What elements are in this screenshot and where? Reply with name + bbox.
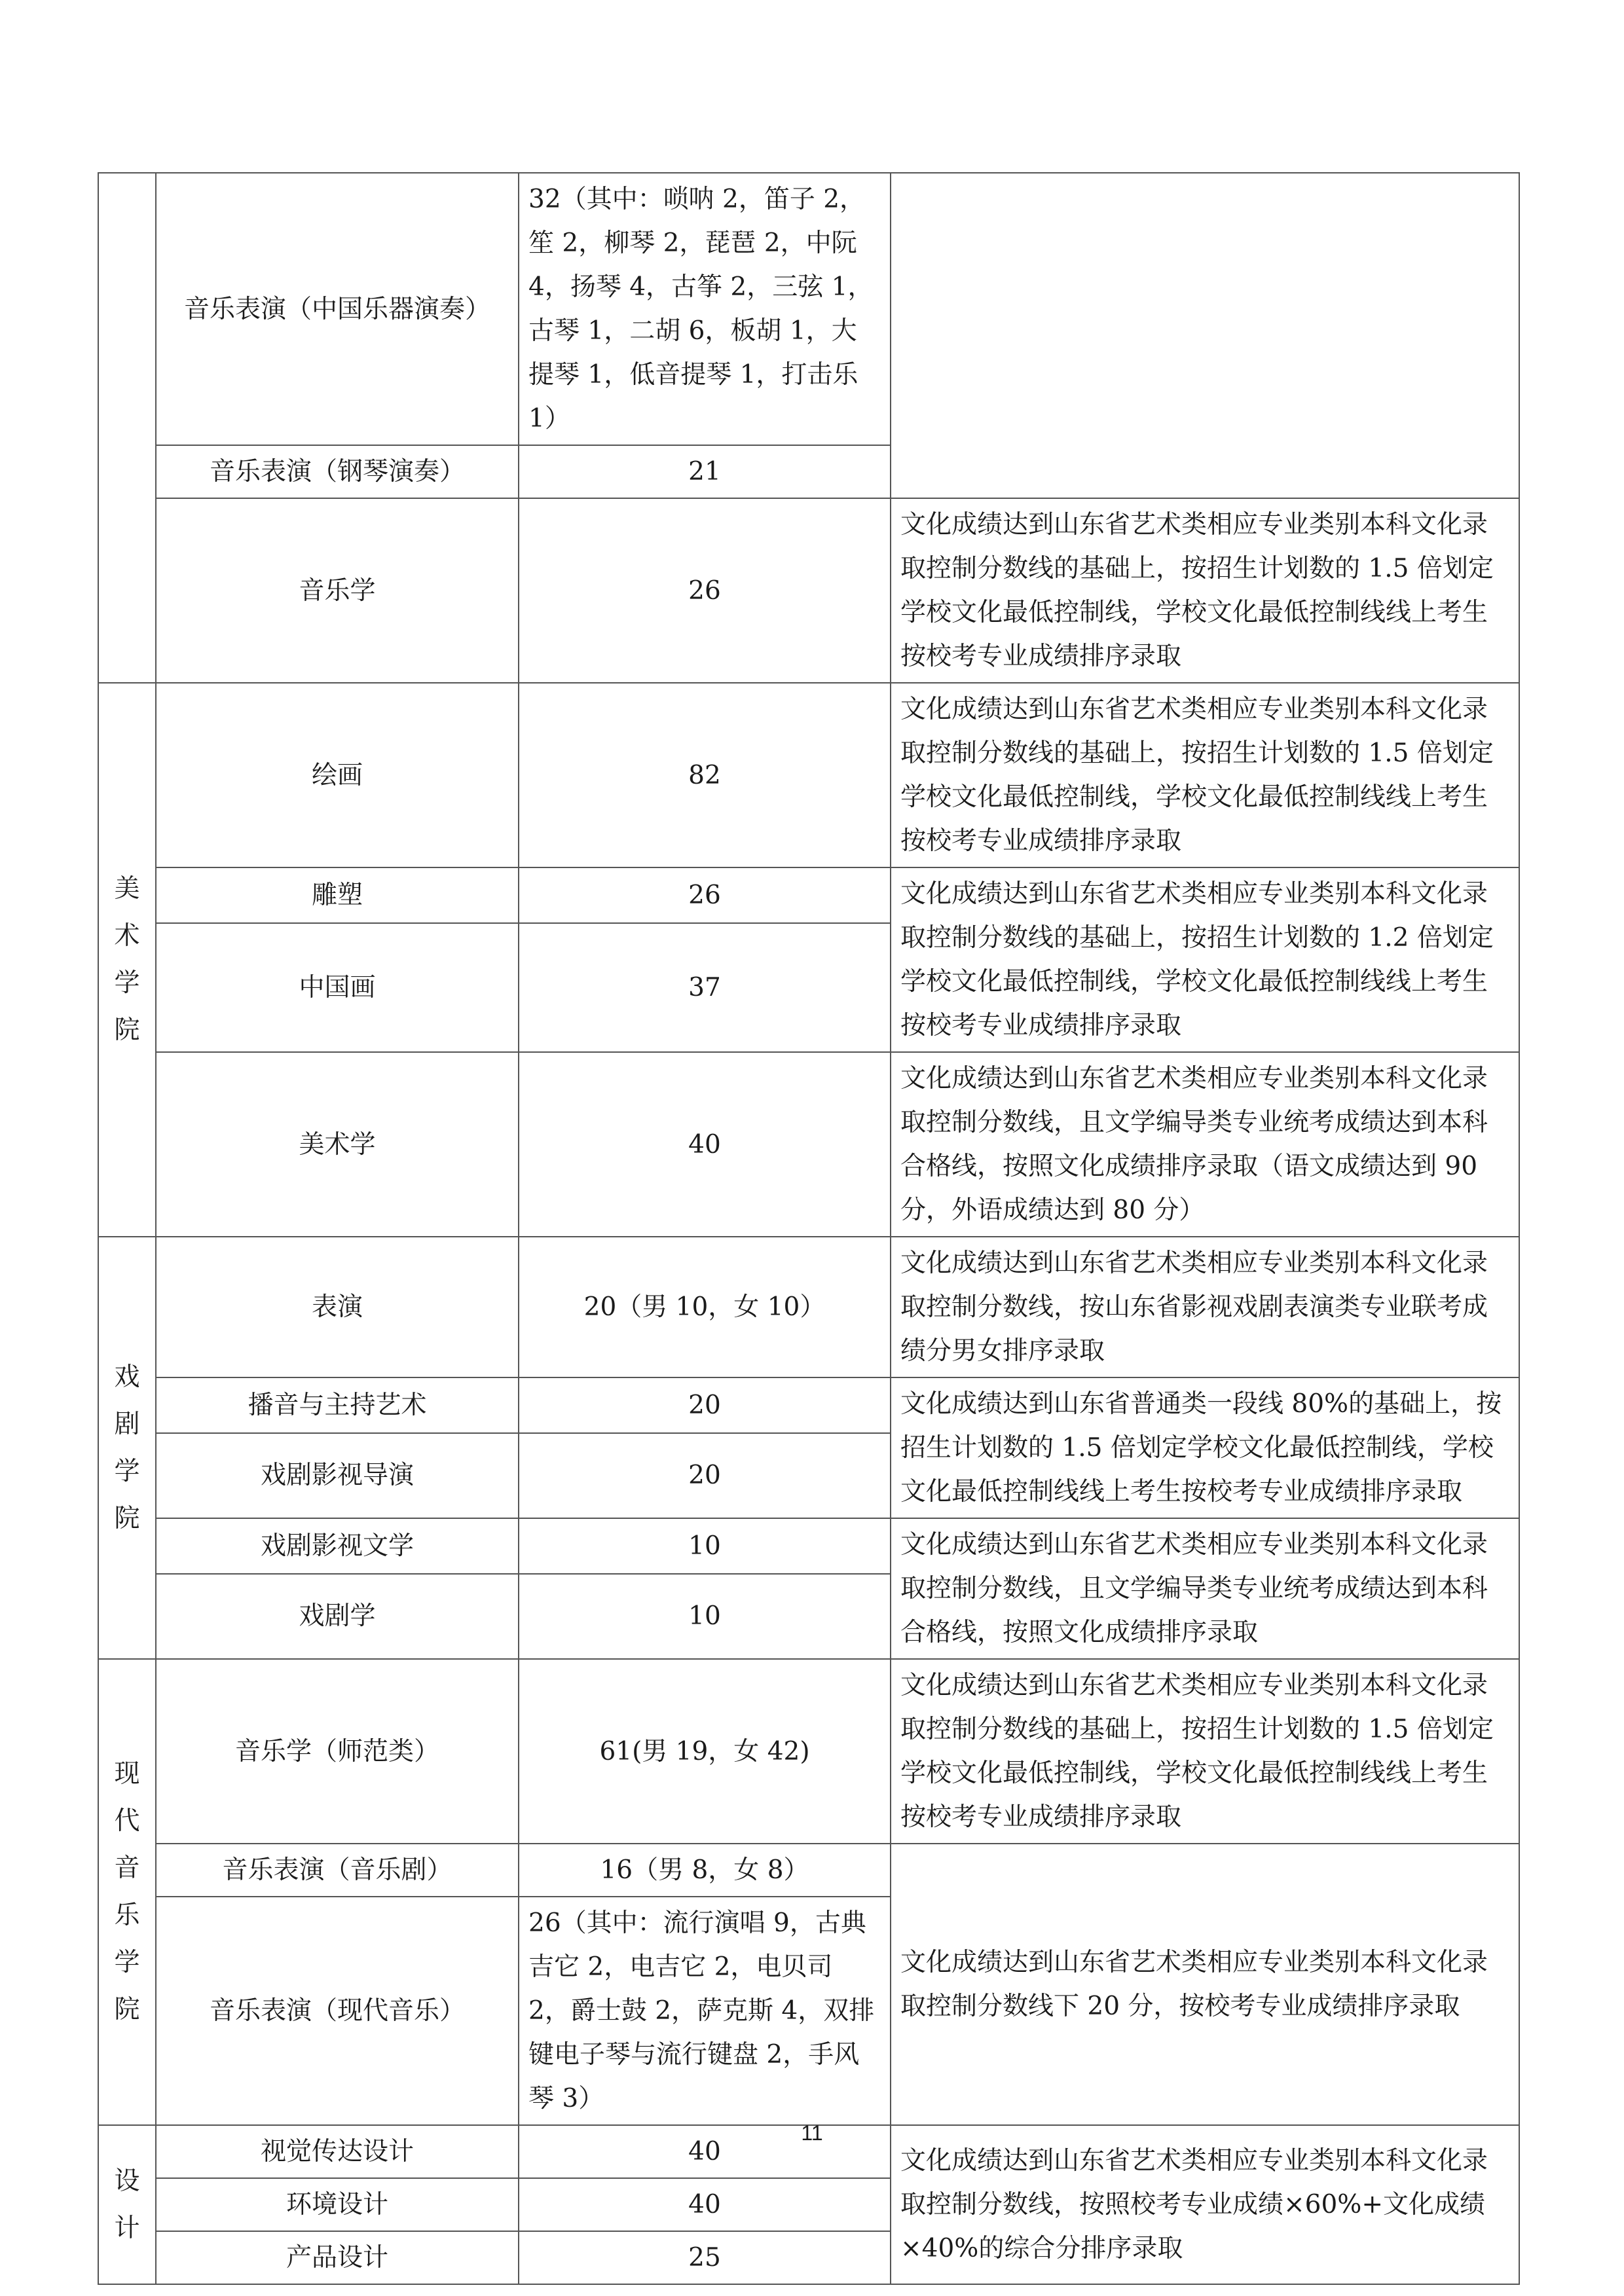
rule-cell: 文化成绩达到山东省艺术类相应专业类别本科文化录取控制分数线的基础上，按招生计划数的 1.5 倍划定学校文化最低控制线，学校文化最低控制线线上考生按校考专业成绩排序录取 xyxy=(891,498,1519,683)
page-number: 11 xyxy=(801,2121,823,2145)
major-cell: 中国画 xyxy=(156,923,519,1052)
table-row xyxy=(98,867,1519,923)
plan-cell: 10 xyxy=(519,1574,891,1659)
rule-cell: 文化成绩达到山东省艺术类相应专业类别本科文化录取控制分数线，按山东省影视戏剧表演类专业联考成绩分男女排序录取 xyxy=(891,1237,1519,1377)
major-cell: 音乐学（师范类） xyxy=(156,1659,519,1844)
major-cell: 音乐学 xyxy=(156,498,519,683)
plan-cell: 21 xyxy=(519,445,891,498)
rule-cell: 文化成绩达到山东省艺术类相应专业类别本科文化录取控制分数线，且文学编导类专业统考成绩达到本科合格线，按照文化成绩排序录取 xyxy=(891,1518,1519,1659)
table-row xyxy=(98,1377,1519,1433)
college-name: 现代音乐学院 xyxy=(114,1759,140,2024)
table-row xyxy=(98,683,1519,867)
plan-cell: 10 xyxy=(519,1518,891,1574)
major-cell: 视觉传达设计 xyxy=(156,2125,519,2178)
plan-cell: 26（其中：流行演唱 9，古典吉它 2，电吉它 2，电贝司 2，爵士鼓 2，萨克斯 4，双排键电子琴与流行键盘 2，手风琴 3） xyxy=(519,1897,891,2125)
table-row xyxy=(98,498,1519,683)
college-cell-drama xyxy=(98,1237,156,1659)
plan-cell: 40 xyxy=(519,2125,891,2178)
table-row xyxy=(98,1844,1519,1897)
plan-cell: 26 xyxy=(519,867,891,923)
college-name: 美术学院 xyxy=(114,874,140,1045)
major-cell: 绘画 xyxy=(156,683,519,867)
plan-cell: 37 xyxy=(519,923,891,1052)
plan-cell: 32（其中：唢呐 2，笛子 2，笙 2，柳琴 2，琵琶 2，中阮 4，扬琴 4，古筝 2，三弦 1，古琴 1，二胡 6，板胡 1，大提琴 1，低音提琴 1，打击乐 1） xyxy=(519,173,891,445)
plan-cell: 20 xyxy=(519,1433,891,1518)
rule-cell: 文化成绩达到山东省艺术类相应专业类别本科文化录取控制分数线的基础上，按招生计划数的 1.5 倍划定学校文化最低控制线，学校文化最低控制线线上考生按校考专业成绩排序录取 xyxy=(891,1659,1519,1844)
rule-cell: 文化成绩达到山东省艺术类相应专业类别本科文化录取控制分数线的基础上，按招生计划数的 1.2 倍划定学校文化最低控制线，学校文化最低控制线线上考生按校考专业成绩排序录取 xyxy=(891,867,1519,1052)
admission-table xyxy=(98,172,1520,2285)
table-row xyxy=(98,1659,1519,1844)
major-cell: 音乐表演（中国乐器演奏） xyxy=(156,173,519,445)
major-cell: 戏剧学 xyxy=(156,1574,519,1659)
rule-cell: 文化成绩达到山东省艺术类相应专业类别本科文化录取控制分数线，按照校考专业成绩×60%+文化成绩×40%的综合分排序录取 xyxy=(891,2125,1519,2284)
table-row xyxy=(98,1518,1519,1574)
major-cell: 音乐表演（现代音乐） xyxy=(156,1897,519,2125)
major-cell: 音乐表演（音乐剧） xyxy=(156,1844,519,1897)
table-row xyxy=(98,1237,1519,1377)
plan-cell: 20 xyxy=(519,1377,891,1433)
rule-cell: 文化成绩达到山东省普通类一段线 80%的基础上，按招生计划数的 1.5 倍划定学校文化最低控制线，学校文化最低控制线线上考生按校考专业成绩排序录取 xyxy=(891,1377,1519,1518)
rule-cell-empty xyxy=(891,173,1519,498)
major-cell: 播音与主持艺术 xyxy=(156,1377,519,1433)
major-cell: 环境设计 xyxy=(156,2178,519,2231)
major-cell: 产品设计 xyxy=(156,2231,519,2284)
plan-cell: 26 xyxy=(519,498,891,683)
college-name: 设计 xyxy=(114,2166,140,2243)
college-cell-music-continued xyxy=(98,173,156,683)
plan-cell: 82 xyxy=(519,683,891,867)
plan-cell: 25 xyxy=(519,2231,891,2284)
plan-cell: 40 xyxy=(519,2178,891,2231)
major-cell: 音乐表演（钢琴演奏） xyxy=(156,445,519,498)
plan-cell: 61(男 19，女 42) xyxy=(519,1659,891,1844)
major-cell: 美术学 xyxy=(156,1052,519,1237)
rule-cell: 文化成绩达到山东省艺术类相应专业类别本科文化录取控制分数线的基础上，按招生计划数的 1.5 倍划定学校文化最低控制线，学校文化最低控制线线上考生按校考专业成绩排序录取 xyxy=(891,683,1519,867)
table-row xyxy=(98,173,1519,445)
college-cell-modern-music xyxy=(98,1659,156,2125)
major-cell: 雕塑 xyxy=(156,867,519,923)
college-name: 戏剧学院 xyxy=(114,1362,140,1533)
plan-cell: 20（男 10，女 10） xyxy=(519,1237,891,1377)
plan-cell: 16（男 8，女 8） xyxy=(519,1844,891,1897)
table-row xyxy=(98,1052,1519,1237)
major-cell: 戏剧影视文学 xyxy=(156,1518,519,1574)
plan-cell: 40 xyxy=(519,1052,891,1237)
major-cell: 表演 xyxy=(156,1237,519,1377)
college-cell-design xyxy=(98,2125,156,2284)
rule-cell: 文化成绩达到山东省艺术类相应专业类别本科文化录取控制分数线，且文学编导类专业统考成绩达到本科合格线，按照文化成绩排序录取（语文成绩达到 90 分，外语成绩达到 80 分） xyxy=(891,1052,1519,1237)
college-cell-fine-arts xyxy=(98,683,156,1237)
major-cell: 戏剧影视导演 xyxy=(156,1433,519,1518)
rule-cell: 文化成绩达到山东省艺术类相应专业类别本科文化录取控制分数线下 20 分，按校考专业成绩排序录取 xyxy=(891,1844,1519,2125)
